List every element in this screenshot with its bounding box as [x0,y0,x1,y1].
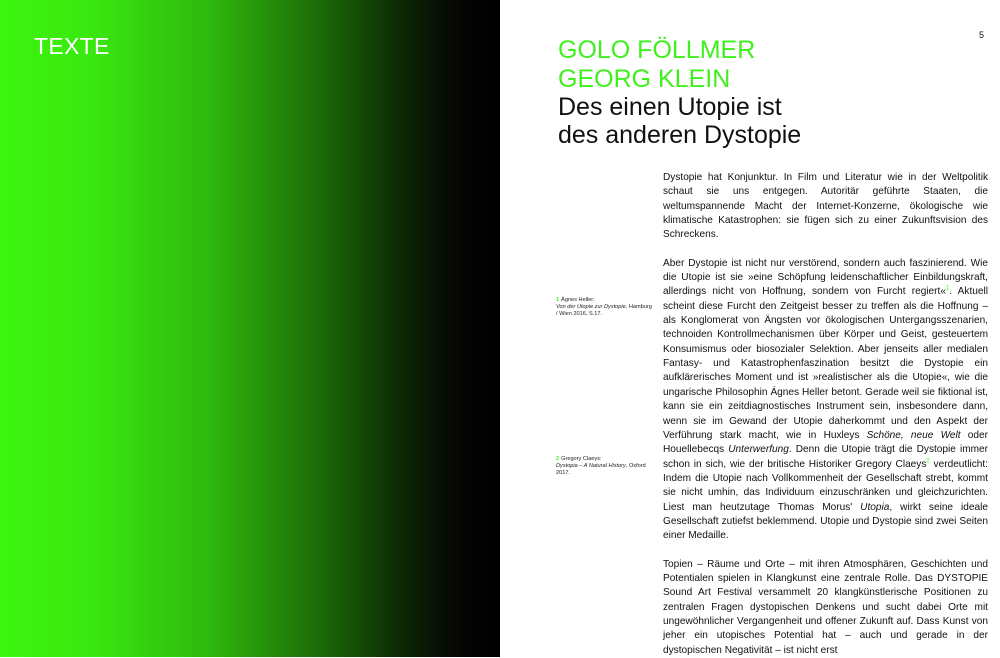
book-title-ref: Unterwerfung [728,444,789,456]
footnote-2 [556,456,654,477]
article-title-line: Des einen Utopie ist [558,93,782,121]
right-page [500,0,1000,657]
footnote-ref-1: 1 [945,286,950,293]
footnote-work: Dystopia – A Natural History [556,463,626,469]
footnote-1 [556,297,654,318]
author-names [558,36,755,94]
article-title-line: des anderen Dystopie [558,121,802,149]
author-name: GEORG KLEIN [558,65,731,93]
footnote-ref-2: 2 [926,458,930,465]
footnote-number: 1 [556,297,560,303]
footnote-work: Von der Utopie zur Dystopie [556,304,626,310]
text-run: oder Houellebecqs [663,429,988,456]
text-run: Aber Dystopie ist nicht nur verstörend, sondern auch faszinierend. Wie die Utopie ist sie »eine Schöpfung leidenschaftlicher Einbildungskraft, allerdings nicht von Hoffnung, sondern von Furcht regiert« [663,257,988,298]
paragraph-3: Topien – Räume und Orte – mit ihren Atmosphären, Geschichten und Potentialen spielen in Klangkunst eine zentrale Rolle. Das DYSTOPIE Sound Art Festival versammelt 20 klangkünstlerische Positionen zu zentralen Fragen dystopischen Denkens und sucht dabei Orte mit ungewöhnlicher Vergangenheit und offener Zukunft auf. Dass Kunst von jeher ein utopisches Potential hat – auch und gerade in der dystopischen Negativität – ist nicht erst [663,558,988,656]
book-title-ref: Utopia [860,501,890,513]
text-run: , wirkt seine ideale Gesellschaft zutiefst beklemmend. Utopie und Dystopie sind zwei Seiten einer Medaille. [663,501,988,542]
book-title-ref: Schöne, neue Welt [866,429,961,441]
text-run: . Denn die Utopie trägt die Dystopie immer schon in sich, wie der britische Historiker Gregory Claeys [663,444,988,470]
author-name: GOLO FÖLLMER [558,36,756,64]
article-title [558,93,801,149]
paragraph-2 [663,257,988,544]
footnote-number: 2 [556,456,560,462]
left-page-gradient [0,0,500,657]
section-title: TEXTE [34,33,110,59]
paragraph-1: Dystopie hat Konjunktur. In Film und Literatur wie in der Weltpolitik schaut sie uns entgegen. Autoritär geführte Staaten, die weltumspannende Macht der Internet-Konzerne, ökologische wie klimatische Katastrophen: sie fügen sich zu einer Zukunftsvision des Schreckens. [663,172,988,241]
text-run: verdeutlicht: Indem die Utopie nach Vollkommenheit der Gesellschaft strebt, kommt sie nicht umhin, das Individuum einzuschränken und gleichzurichten. Liest man heutzutage Thomas Morus' [663,458,988,513]
footnote-author: Gregory Claeys: [561,456,602,462]
page-number: 5 [978,30,984,40]
article-body [663,171,988,658]
footnote-author: Ágnes Heller: [561,297,595,303]
footnote-publication: , Oxford 2017. [556,463,646,476]
footnote-publication: , Hamburg / Wien 2016, S.17. [556,304,652,317]
text-run: . Aktuell scheint diese Furcht den Zeitgeist besser zu treffen als die Hoffnung – als Konglomerat von Ängsten vor ökologischen Untergangsszenarien, technoiden Kontrollmechanismen über Körper und Geist, gesteuertem Konsumismus oder biosozialer Selektion. Aber jenseits aller medialen Fantasy- und Katastrophenfaszination besitzt die Dystopie ein aufklärerisches Moment und ist »realistischer als die Utopie«, wie die ungarische Philosophin Ágnes Heller betont. Gerade weil sie fiktional ist, kann sie ein zeitdiagnostisches Instrument sein, insbesondere dann, wenn sie im Gewand der Utopie daherkommt und den Aspekt der Verführung stark macht, wie in Huxleys [663,286,988,441]
